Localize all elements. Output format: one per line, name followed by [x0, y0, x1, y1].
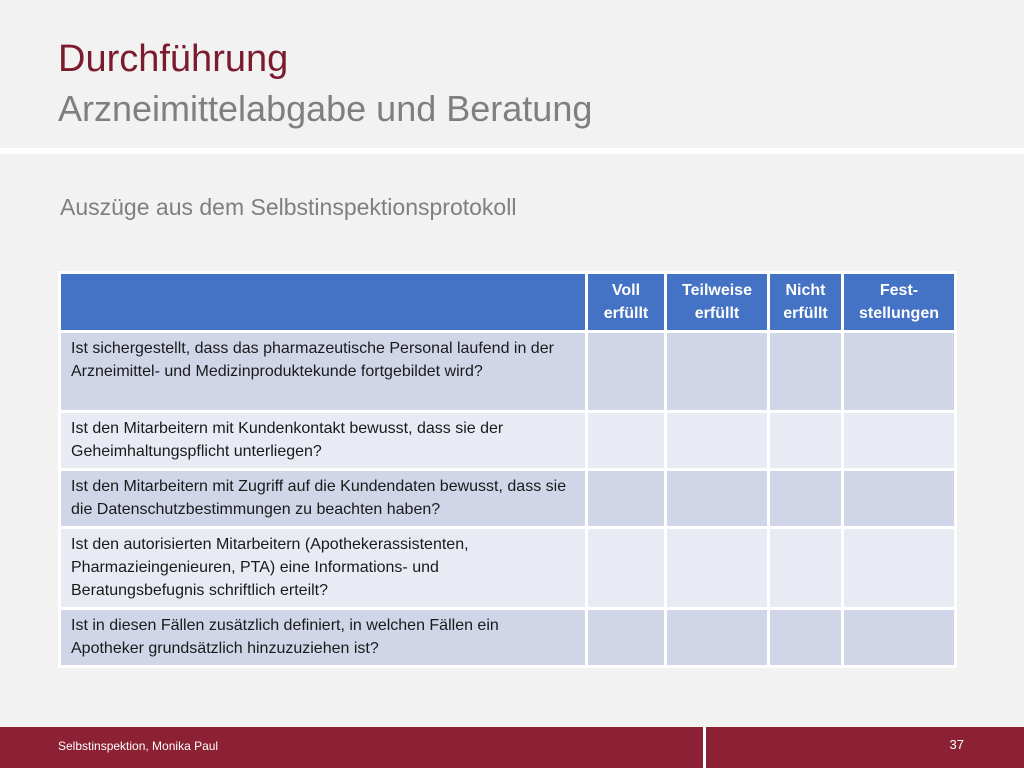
table-cell-voll-erfuellt[interactable] — [587, 609, 666, 667]
table-cell-teilweise-erfuellt[interactable] — [666, 609, 769, 667]
table-cell-feststellungen[interactable] — [843, 332, 956, 412]
slide-title-line2: Arzneimittelabgabe und Beratung — [58, 88, 593, 129]
table-cell-voll-erfuellt[interactable] — [587, 412, 666, 470]
table-header-row — [60, 273, 956, 332]
table-cell-voll-erfuellt[interactable] — [587, 470, 666, 528]
table-cell-feststellungen[interactable] — [843, 412, 956, 470]
table-cell-teilweise-erfuellt[interactable] — [666, 412, 769, 470]
header-line: Nicht — [785, 282, 826, 299]
table-cell-question: Ist in diesen Fällen zusätzlich definiert, in welchen Fällen ein Apotheker grundsätzlich hinzuzuziehen ist? — [60, 609, 587, 667]
table-header-teilweise-erfuellt — [666, 273, 769, 332]
header-line: Voll — [611, 282, 641, 299]
table-cell-question: Ist sichergestellt, dass das pharmazeutische Personal laufend in der Arzneimittel- und Medizinproduktekunde fortgebildet wird? — [60, 332, 587, 412]
inspection-table — [58, 271, 957, 668]
header-line: erfüllt — [603, 305, 649, 322]
header-line: Fest- — [879, 282, 919, 299]
page-number: 37 — [949, 737, 964, 752]
slide-subtitle: Auszüge aus dem Selbstinspektionsprotokoll — [60, 194, 517, 220]
header-line: erfüllt — [694, 305, 740, 322]
header-line: erfüllt — [783, 305, 828, 322]
table-cell-feststellungen[interactable] — [843, 470, 956, 528]
table-cell-question: Ist den Mitarbeitern mit Zugriff auf die Kundendaten bewusst, dass sie die Datenschutzbestimmungen zu beachten haben? — [60, 470, 587, 528]
header-line: stellungen — [858, 305, 939, 322]
table-cell-feststellungen[interactable] — [843, 609, 956, 667]
table-header-question — [60, 273, 587, 332]
table-header-feststellungen — [843, 273, 956, 332]
table-cell-voll-erfuellt[interactable] — [587, 332, 666, 412]
table-cell-teilweise-erfuellt[interactable] — [666, 528, 769, 609]
table-row — [60, 332, 956, 412]
table-row — [60, 470, 956, 528]
footer-bar — [0, 727, 1024, 768]
table-header-voll-erfuellt — [587, 273, 666, 332]
table-cell-question: Ist den autorisierten Mitarbeitern (Apothekerassistenten, Pharmazieingenieuren, PTA) eine Informations- und Beratungsbefugnis schriftlich erteilt? — [60, 528, 587, 609]
table-header-nicht-erfuellt — [769, 273, 843, 332]
table-row — [60, 412, 956, 470]
title-separator — [0, 148, 1024, 154]
footer-divider — [703, 727, 706, 768]
table-cell-teilweise-erfuellt[interactable] — [666, 332, 769, 412]
table-cell-nicht-erfuellt[interactable] — [769, 412, 843, 470]
table-cell-nicht-erfuellt[interactable] — [769, 609, 843, 667]
slide-title: Durchführung — [58, 38, 289, 80]
table-cell-nicht-erfuellt[interactable] — [769, 470, 843, 528]
table-cell-nicht-erfuellt[interactable] — [769, 332, 843, 412]
header-line: Teilweise — [682, 282, 752, 299]
title-area — [0, 0, 1024, 148]
table-cell-nicht-erfuellt[interactable] — [769, 528, 843, 609]
footer-text: Selbstinspektion, Monika Paul — [58, 739, 219, 753]
table-cell-feststellungen[interactable] — [843, 528, 956, 609]
table-row — [60, 609, 956, 667]
table-row — [60, 528, 956, 609]
table-cell-teilweise-erfuellt[interactable] — [666, 470, 769, 528]
table-cell-voll-erfuellt[interactable] — [587, 528, 666, 609]
table-cell-question: Ist den Mitarbeitern mit Kundenkontakt bewusst, dass sie der Geheimhaltungspflicht unterliegen? — [60, 412, 587, 470]
